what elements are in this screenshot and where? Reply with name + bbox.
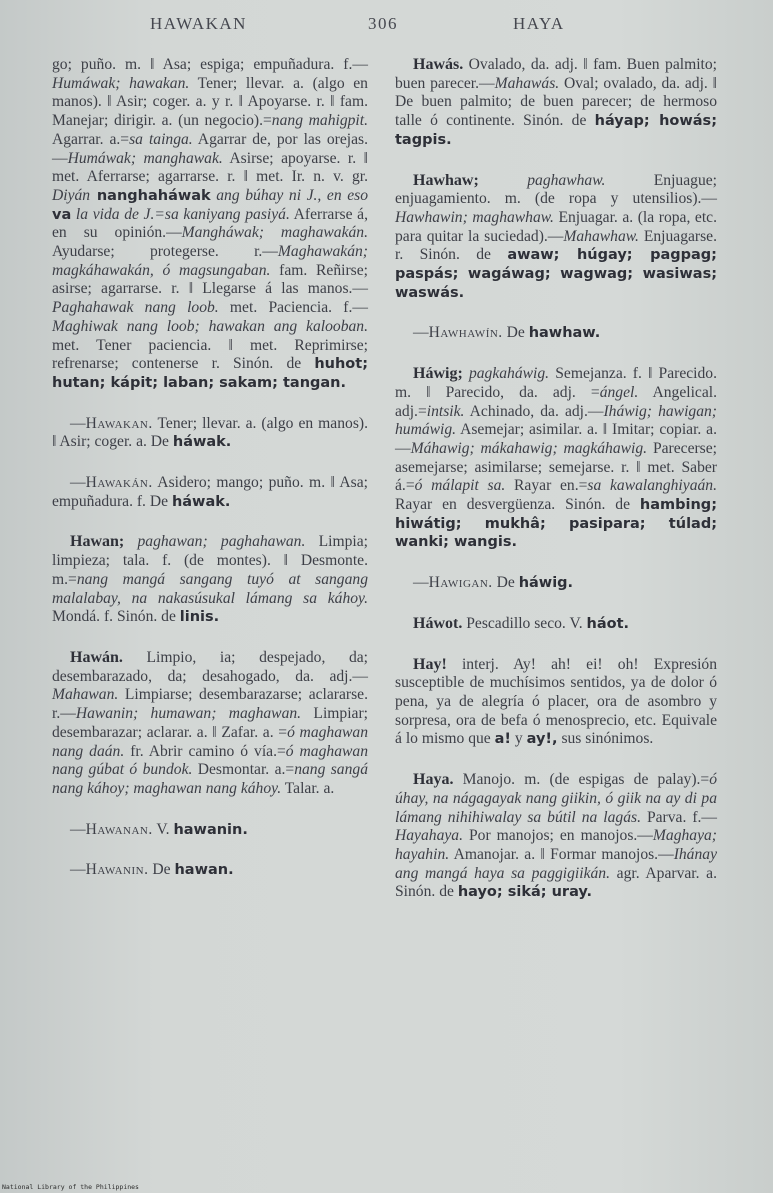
derived-headword: Hawigan.	[428, 574, 493, 592]
cross-reference: hawan.	[174, 862, 234, 879]
definition-text: Asirse; apoyarse. r. ‖ met. Aferrarse; agarrarse. r. ‖ met. Ir. n. v. gr.	[52, 149, 368, 186]
cross-reference: hayo; siká; uray.	[457, 884, 593, 901]
definition-text: Rayar en desvergüenza. Sinón. de	[395, 496, 640, 514]
derived-headword: Hawhawín.	[428, 324, 503, 342]
definition-text: agr. Aparvar. a. Sinón. de	[395, 864, 717, 901]
example-text: Mahawás.	[494, 74, 560, 92]
cross-reference: linis.	[179, 609, 220, 626]
definition-text: Por manojos; en manojos.—	[463, 827, 653, 845]
definition-text: y	[511, 730, 527, 748]
definition-text: Asemejar; asimilar. a. ‖ Imitar; copiar. a.—	[395, 421, 717, 457]
definition-text: Enjuagarse. r. Sinón. de	[395, 227, 717, 264]
definition-text: —	[70, 820, 86, 838]
example-text: ó maghawan nang gúbat ó bundok.	[52, 742, 368, 779]
dictionary-entry-haya	[395, 771, 717, 902]
running-header	[0, 14, 773, 40]
cross-reference: háot.	[586, 615, 630, 632]
example-text: Diyán	[52, 186, 91, 204]
definition-text: Parecerse; asemejarse; asimilarse; semejarse. r. ‖ met. Saber á.=	[395, 439, 718, 495]
right-column	[395, 56, 717, 924]
example-text: paghawhaw.	[527, 171, 606, 189]
cross-reference: háyap; howás; tagpis.	[395, 113, 717, 148]
definition-text: Manojo. m. (de espigas de palay).=	[453, 771, 710, 789]
example-text: intsik.	[426, 402, 465, 420]
definition-text: —	[70, 414, 86, 432]
headword: Hawán.	[70, 648, 123, 666]
definition-text: Angelical. adj.=	[395, 383, 717, 420]
cross-reference: háwak.	[171, 493, 231, 510]
definition-text: V.	[152, 820, 174, 838]
headword: Hawhaw;	[413, 171, 479, 189]
dictionary-entry-hawas	[395, 56, 717, 150]
definition-text	[479, 172, 527, 189]
definition-text: Tener; llevar. a. (algo en manos). ‖ Asir; coger. a. De	[52, 414, 368, 451]
cross-reference: háwak.	[172, 434, 232, 451]
definition-text: met. Paciencia. f.—	[218, 299, 368, 317]
example-text: Mahawhaw.	[563, 227, 639, 245]
definition-text: Enjuagar. a. (la ropa, etc. para quitar la suciedad).—	[395, 208, 717, 245]
definition-text: Mondá. f. Sinón. de	[52, 608, 180, 626]
example-text: Mahawan.	[52, 686, 119, 704]
dictionary-entry-hawhaw	[395, 172, 717, 303]
headword: Háwot.	[413, 614, 463, 632]
definition-text: Amanojar. a. ‖ Formar manojos.—	[449, 845, 674, 863]
definition-text: Tener; llevar. a. (algo en manos). ‖ Asir; coger. a. y r. ‖ Apoyarse. r. ‖ fam. Manejar; dirigir. a. (un negocio).=	[52, 74, 368, 130]
example-text: Paghahawak nang loob.	[52, 299, 219, 317]
cross-reference: nanghaháwak	[90, 187, 211, 204]
dictionary-entry-hawanin	[52, 861, 368, 880]
definition-text: Asidero; mango; puño. m. ‖ Asa; empuñadura. f. De	[52, 474, 368, 510]
definition-text: Semejanza. f. ‖ Parecido. m. ‖ Parecido, da. adj. =	[395, 365, 718, 401]
example-text: nang mahigpit.	[271, 112, 368, 130]
example-text: Hawhawin; maghawhaw.	[395, 208, 554, 226]
headword: Hay!	[413, 655, 447, 673]
definition-text: interj. Ay! ah! ei! oh! Expresión susceptible de muchísimos sentidos, ya de dolor ó pena, ya de alegría ó placer, ora de asombro y sorpresa, ora de befa ó menosprecio, etc. Equivale á lo mismo que	[395, 655, 717, 748]
example-text: ó úhay, na nágagayak nang giikin, ó giik na ay di pa lámang nihihiwalay sa bútil na lagás.	[395, 771, 717, 826]
definition-text: Desmontar. a.=	[192, 761, 295, 779]
definition-text: —	[413, 324, 429, 342]
example-text: Iháwig; hawigan; humáwig.	[395, 402, 717, 439]
definition-text: Oval; ovalado, da. adj. ‖ De buen palmito; de buen parecer; de hermoso talle ó continente. Sinón. de	[395, 74, 717, 130]
definition-text: Parva. f.—	[640, 808, 717, 826]
header-right-guideword: HAYA	[513, 14, 565, 33]
example-text: sa tainga.	[129, 130, 193, 148]
derived-headword: Hawanin.	[85, 861, 149, 879]
dictionary-entry-hawigan	[395, 574, 717, 593]
definition-text: Pescadillo seco. V.	[462, 614, 587, 632]
dictionary-entry-hawan-2	[52, 649, 368, 799]
definition-text: Ayudarse; protegerse. r.—	[52, 243, 278, 261]
headword: Hawan;	[70, 533, 125, 551]
dictionary-entry-cont-hawak	[52, 56, 368, 393]
dictionary-entry-hawhawin	[395, 324, 717, 343]
cross-reference: awaw; húgay; pagpag; paspás; wagáwag; wagwag; wasiwas; waswás.	[395, 247, 717, 301]
definition-text: De	[148, 861, 175, 879]
definition-text: Ovalado, da. adj. ‖ fam. Buen palmito; buen parecer.—	[395, 56, 717, 92]
left-column	[52, 56, 368, 902]
derived-headword: Hawakan.	[85, 414, 153, 432]
definition-text: go; puño. m. ‖ Asa; espiga; empuñadura. f.—	[52, 56, 368, 73]
definition-text: fam. Reñirse; asirse; agarrarse. r. ‖ Llegarse á las manos.—	[52, 261, 368, 298]
example-text: nang mangá sangang tuyó at sangang malalabay, na nakasúsukal lámang sa káhoy.	[52, 570, 368, 607]
definition-text: Agarrar. a.=	[52, 130, 130, 148]
library-footer: National Library of the Philippines	[2, 1183, 139, 1191]
example-text: Maghaya; hayahin.	[395, 827, 717, 863]
definition-text: Achinado, da. adj.—	[464, 402, 604, 420]
headword: Háwig;	[413, 365, 463, 383]
derived-headword: Hawanan.	[85, 820, 153, 838]
page-number: 306	[368, 14, 398, 33]
dictionary-entry-hawakan	[52, 415, 368, 452]
definition-text: met. Tener paciencia. ‖ met. Reprimirse; refrenarse; contenerse r. Sinón. de	[52, 336, 368, 373]
example-text: pagkaháwig.	[468, 365, 550, 383]
cross-reference: hambing; hiwátig; mukhâ; pasipara; túlad; wanki; wangis.	[395, 497, 717, 551]
cross-reference: ay!,	[526, 731, 558, 748]
definition-text: Limpiarse; desembarazarse; aclararse. r.—	[52, 686, 368, 723]
dictionary-entry-hawig	[395, 365, 717, 552]
cross-reference: hawhaw.	[528, 325, 601, 342]
cross-reference: huhot; hutan; kápit; laban; sakam; tangan.	[52, 356, 368, 391]
definition-text	[124, 533, 137, 550]
example-text: Hawanin; humawan; maghawan.	[75, 705, 302, 723]
example-text: sa kawalanghiyaán.	[587, 477, 717, 495]
example-text: Máhawig; mákahawig; magkáhawig.	[410, 439, 648, 457]
example-text: ó maghawan nang daán.	[52, 723, 369, 760]
example-text: Maghiwak nang loob; hawakan ang kalooban.	[52, 317, 368, 335]
definition-text: Rayar en.=	[505, 477, 588, 495]
example-text: ángel.	[599, 383, 639, 401]
cross-reference: háwig.	[518, 575, 574, 592]
example-text: Humáwak; hawakan.	[52, 74, 190, 92]
example-text: ó málapit sa.	[414, 477, 506, 495]
definition-text: Limpiar; desembarazar; aclarar. a. ‖ Zafar. a. =	[52, 705, 368, 741]
dictionary-entry-hawakan-2	[52, 474, 368, 511]
cross-reference: hawanin.	[173, 821, 248, 838]
header-left-guideword: HAWAKAN	[150, 14, 247, 33]
example-text: Maghawakán; magkáhawakán, ó magsungaban.	[52, 243, 368, 279]
definition-text: Limpio, ia; despejado, da; desembarazado, da; desahogado, da. adj.—	[52, 648, 368, 685]
headword: Hawás.	[413, 56, 464, 73]
derived-headword: Hawakán.	[85, 474, 153, 492]
definition-text: Limpia; limpieza; tala. f. (de montes). ‖ Desmonte. m.=	[52, 533, 368, 588]
definition-text: fr. Abrir camino ó vía.=	[124, 742, 286, 760]
dictionary-entry-hawan	[52, 533, 368, 627]
dictionary-entry-hawanan	[52, 821, 368, 840]
definition-text: —	[70, 861, 86, 879]
definition-text: Talar. a.	[281, 779, 335, 797]
dictionary-entry-hay	[395, 656, 717, 750]
dictionary-entry-hawot	[395, 615, 717, 634]
example-text: nang sangá nang káhoy; maghawan nang káhoy.	[52, 761, 368, 797]
cross-reference: a!	[494, 731, 512, 748]
example-text: Hayahaya.	[395, 827, 463, 845]
definition-text: De	[492, 574, 519, 592]
example-text: Humáwak; manghawak.	[67, 149, 223, 167]
definition-text: sus sinónimos.	[557, 730, 654, 748]
definition-text: Aferrarse á, en su opinión.—	[52, 205, 368, 242]
example-text: Mangháwak; maghawakán.	[181, 224, 368, 242]
example-text: la vida de J.=sa kaniyang pasiyá.	[71, 205, 290, 223]
definition-text: Agarrar de, por las orejas.—	[52, 130, 369, 167]
example-text: ang búhay ni J., en eso	[210, 186, 368, 204]
example-text: paghawan; paghahawan.	[137, 533, 306, 551]
definition-text: —	[70, 474, 86, 492]
definition-text: —	[413, 574, 429, 592]
headword: Haya.	[413, 771, 454, 789]
cross-reference: va	[52, 206, 72, 223]
definition-text: Enjuague; enjuagamiento. m. (de ropa y utensilios).—	[395, 171, 717, 208]
example-text: Ihánay ang mangá haya sa paggigiikán.	[395, 845, 717, 882]
definition-text: De	[502, 324, 529, 342]
